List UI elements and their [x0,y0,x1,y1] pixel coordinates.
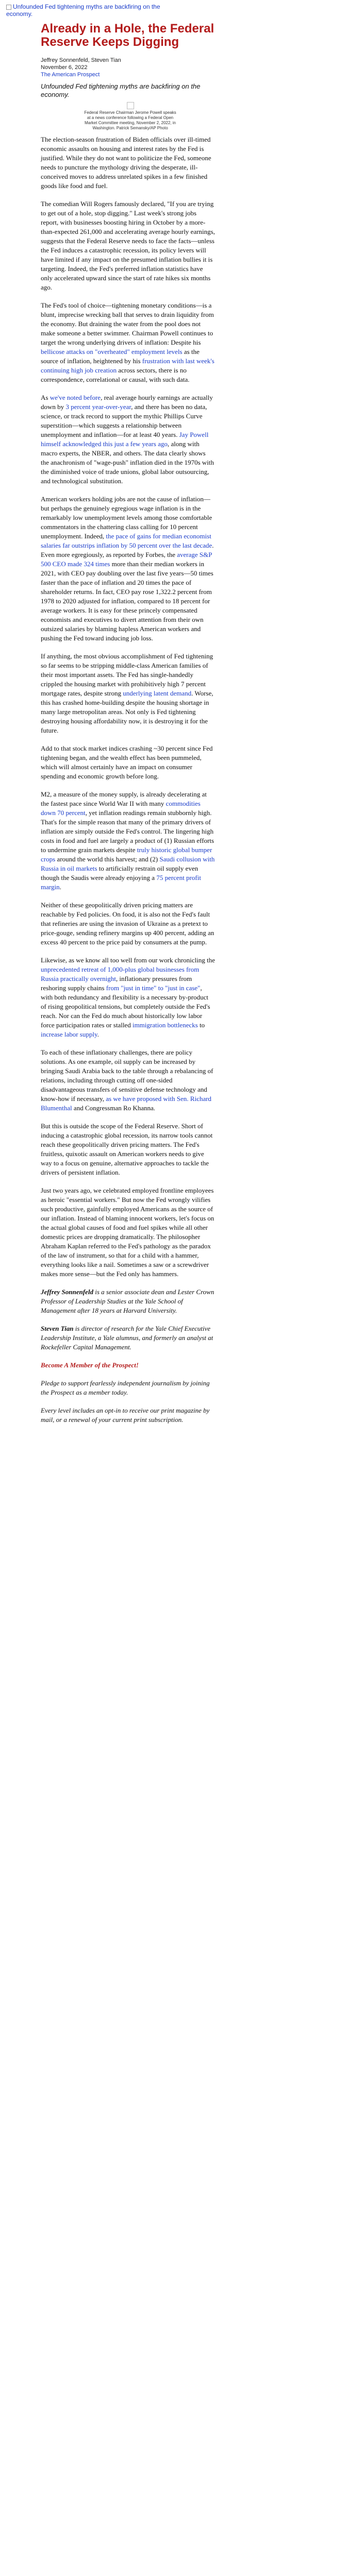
photo-caption: Federal Reserve Chairman Jerome Powell speaks at a news conference following a Federal Open Market Committee meeting, November 2, 2022, in Washington. Patrick Semansky/AP Photo [84,110,176,130]
authors: Jeffrey Sonnenfeld, Steven Tian [41,57,121,63]
link-retreat-russia[interactable]: unprecedented retreat of 1,000-plus global businesses from Russia practically overnight [41,965,200,982]
headline: Already in a Hole, the Federal Reserve Keeps Digging [41,22,215,49]
text: to artificially restrain oil supply even though the Saudis were already enjoying a [41,865,199,882]
link-profit-margin[interactable]: 75 percent profit margin [41,874,201,891]
text: American workers holding jobs are not the cause of inflation—but perhaps the genuinely egregious wage inflation is in the remarkably low unemployment levels among those comfortable commentators in the chattering class calling for 10 percent unemployment. Indeed, [41,495,212,540]
link-bumper-crops[interactable]: truly historic global bumper crops [41,846,212,863]
print-issue-text: Every level includes an opt-in to receive our print magazine by mail, or a renewal of your current print subscription. [41,1406,210,1423]
paragraph-6 [41,652,215,735]
publication-link[interactable]: The American Prospect [41,72,100,78]
image-placeholder-icon [127,102,134,109]
text: , with both redundancy and flexibility is a necessary by-product of rising geopolitical tensions, but completely outside the Fed's reach. Nor can the Fed do much about historically low labor force participation rates or stalled [41,984,210,1029]
paragraph-5 [41,495,215,643]
text: , and there has been no data, science, or track record to support the mythic Phillips Curve superstition—which suggests a relationship between unemployment and inflation—for at least 40 years. [41,403,207,438]
paragraph-13: Just two years ago, we celebrated employed frontline employees as heroic "essential workers." But now the Fed wrongly vilifies such productive, gainfully employed Americans as the source of our inflation. Instead of blaming innocent workers, let's focus on the actual global causes of food and fuel spikes while all other domestic prices are dropping dramatically. The philosopher Abraham Kaplan referred to the Fed's pathology as the paradox of the law of instrument, so that for a child with a hammer, everything looks like a nail. Sometimes a saw or a screwdriver makes more sense—but the Fed only has hammers. [41,1187,215,1278]
paragraph-4 [41,393,215,486]
text: to [198,1021,205,1029]
text: M2, a measure of the money supply, is already decelerating at the fastest pace since World War II with many [41,790,207,807]
paragraph-12: But this is outside the scope of the Federal Reserve. Short of inducing a catastrophic global recession, its narrow tools cannot reach these geopolitically driven pricing matters. The Fed's fruitless, quixotic assault on American workers needs to give way to a focus on genuine, alternative approaches to tackle the drivers of persistent inflation. [41,1122,213,1176]
link-economist-salaries[interactable]: the pace of gains for median economist salaries far outstrips inflation by 50 percent over the last decade [41,532,212,549]
link-latent-demand[interactable]: underlying latent demand [123,689,192,697]
top-link[interactable] [6,3,161,18]
text: As [41,394,50,401]
link-3-percent[interactable]: 3 percent year-over-year [65,403,132,411]
text: across sectors, there is no correspondence, correlational or causal, with such data. [41,366,190,383]
link-bellicose[interactable]: bellicose attacks on "overheated" employment levels [41,348,183,355]
paragraph-9: Neither of these geopolitically driven pricing matters are reachable by Fed policies. On food, it is also not the Fed's fault that refineries are using the invasion of Ukraine as a pretext to price-gouge, sending refinery margins up 400 percent, adding an excess 40 percent to the price paid by consumers at the pump. [41,901,215,946]
link-frustration[interactable]: frustration with last week's continuing high job creation [41,357,215,374]
link-ceo-pay[interactable]: average S&P 500 CEO made 324 times [41,551,212,568]
paragraph-11 [41,1048,215,1113]
paragraph-3 [41,301,215,384]
link-just-in-case[interactable]: from "just in time" to "just in case" [106,984,201,992]
byline [41,57,195,78]
top-link-text: Unfounded Fed tightening myths are backfiring on the economy. [6,3,160,18]
bio-text: is a senior associate dean and Lester Crown Professor of Leadership Studies at the Yale School of Management after 18 years at Harvard University. [41,1288,215,1314]
text: To each of these inflationary challenges, there are policy solutions. As one example, oil supply can be increased by bringing Saudi Arabia back to the table through a rebalancing of relations, including through cutting off one-sided disadvantageous transfers of sensitive defense technology and know-how if necessary, [41,1048,214,1103]
text: . [59,883,61,891]
text: around the world this harvest; and (2) [55,855,160,863]
become-member-link[interactable]: Become A Member of the Prospect! [41,1361,139,1369]
text: , real average hourly earnings are actually down by [41,394,213,411]
paragraph-7: Add to that stock market indices crashing ~30 percent since Fed tightening began, and the wealth effect has been pummeled, which will almost certainly have an impact on consumer spending and economic growth before long. [41,744,213,780]
text: as the source of inflation, heightened by his [41,348,200,365]
paragraph-10 [41,956,215,1039]
link-noted-before[interactable]: we've noted before [50,394,101,401]
author-bio-1 [41,1287,215,1315]
text: . [97,1030,99,1038]
text: . Even more egregiously, as reported by Forbes, the [41,541,214,558]
membership-cta [41,1361,215,1370]
text: , yet inflation readings remain stubbornly high. That's for the simple reason that many of the primary drivers of inflation are simply outside the Fed's control. The lingering high costs in food and fuel are largely a product of (1) Russian efforts to undermine grain markets despite [41,809,214,854]
paragraph-1: The election-season frustration of Biden officials over ill-timed economic assaults on housing and interest rates by the Fed is justified. While they do not want to politicize the Fed, someone needs to puncture the mythology driving the desperate, ill-conceived moves to address unrelated spikes in a few finished goods like food and fuel. [41,135,211,190]
link-blumenthal[interactable]: as we have proposed with Sen. Richard Blumenthal [41,1095,211,1112]
link-powell-acknowledged[interactable]: Jay Powell himself acknowledged this just a few years ago [41,431,209,448]
text: , along with macro experts, the NBER, and others. The data clearly shows the anachronism of "wage-push" inflation died in the 1970s with the diminished voice of trade unions, global labor outsourcing, and technological substitution. [41,440,214,485]
text: The Fed's tool of choice—tightening monetary conditions—is a blunt, imprecise wrecking ball that serves to drain liquidity from the economy. But draining the water from the pool does not make someone a better swimmer. Chairman Powell continues to target the wrong underlying drivers of inflation: Despite his [41,301,214,346]
author-bio-2 [41,1324,215,1352]
text: and Congressman Ro Khanna. [72,1104,156,1112]
pledge-text: Pledge to support fearlessly independent journalism by joining the Prospect as a member today. [41,1379,210,1396]
broken-image-icon [6,5,11,10]
article-body [41,135,215,1433]
date: November 6, 2022 [41,64,88,71]
bio-text: is director of research for the Yale Chief Executive Leadership Institute, a Yale alumnus, and formerly an analyst at Rockefeller Capital Management. [41,1325,214,1351]
text: If anything, the most obvious accomplishment of Fed tightening so far seems to be stripping middle-class American families of their most important assets. The Fed has single-handedly crippled the housing market with prohibitively high 7 percent mortgage rates, despite strong [41,652,213,697]
dek: Unfounded Fed tightening myths are backfiring on the economy. [41,82,201,98]
bio-name: Jeffrey Sonnenfeld [41,1288,93,1296]
paragraph-8 [41,790,215,892]
text: more than their median workers in 2021, with CEO pay doubling over the last five years—50 times faster than the pace of inflation and 20 times the pace of shareholder returns. In fact, CEO pay rose 1,322.2 percent from 1978 to 2020 adjusted for inflation, compared to 18 percent for average workers. It is easy for these princely compensated economists and executives to divert attention from their own outsized salaries by blaming hapless American workers and pushing the Fed toward inducing job loss. [41,560,214,642]
photo [83,102,178,131]
link-commodities[interactable]: commodities down 70 percent [41,800,201,817]
text: , inflationary pressures from reshoring supply chains [41,975,192,992]
text: . Worse, this has crashed home-building despite the housing shortage in many large metropolitan areas. Not only is Fed tightening destroying housing affordability now, it is destroying it for the future. [41,689,214,734]
link-immigration[interactable]: immigration bottlenecks [132,1021,198,1029]
link-saudi-collusion[interactable]: Saudi collusion with Russia in oil markets [41,855,215,872]
paragraph-2: The comedian Will Rogers famously declared, "If you are trying to get out of a hole, stop digging." Last week's strong jobs report, with businesses boosting hiring in October by a more-than-expected 261,000 and accelerating average hourly earnings, suggests that the Federal Reserve needs to face the facts—unless the Fed induces a catastrophic recession, its policy levers will have limited if any impact on the presumed inflation bullies it is targeting. Indeed, the Fed's preferred inflation statistics have only accelerated upward since the start of rate hikes six months ago. [41,200,215,291]
link-labor-supply[interactable]: increase labor supply [41,1030,97,1038]
bio-name: Steven Tian [41,1325,74,1332]
text: Likewise, as we know all too well from our work chronicling the [41,956,215,964]
